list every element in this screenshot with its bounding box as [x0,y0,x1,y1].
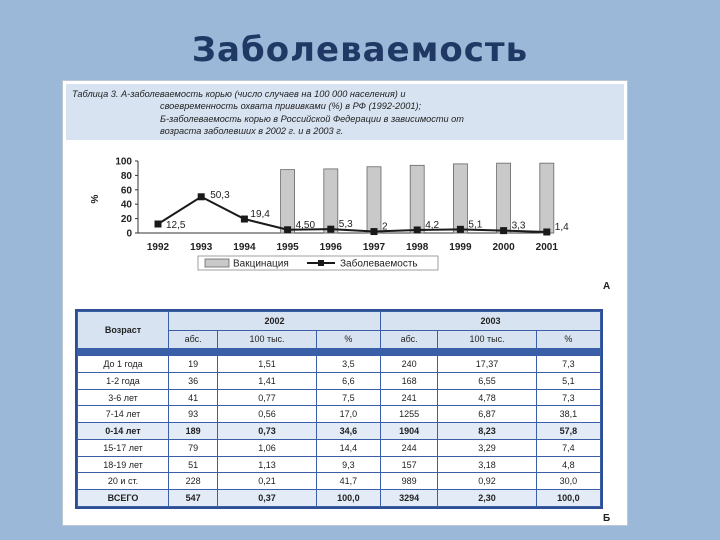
table-row [78,473,601,490]
vaccination-bar [281,170,295,233]
column-header: % [536,330,600,349]
value-cell: 3,5 [316,356,380,373]
x-tick-label: 1998 [406,242,429,253]
value-cell: 189 [169,423,218,440]
value-cell: 228 [169,473,218,490]
x-tick-label: 1994 [233,242,256,253]
value-cell: 2,30 [438,490,536,507]
value-cell: 0,21 [218,473,316,490]
y-tick-label: 100 [115,156,132,168]
age-group-cell: 0-14 лет [78,423,169,440]
incidence-point [284,226,291,233]
value-cell: 4,78 [438,389,536,406]
value-cell: 0,56 [218,406,316,423]
value-cell: 0,92 [438,473,536,490]
value-cell: 157 [380,456,437,473]
value-cell: 241 [380,389,437,406]
value-cell: 51 [169,456,218,473]
value-cell: 6,55 [438,372,536,389]
table-row [78,456,601,473]
caption-line: Б-заболеваемость корью в Российской Федерации в зависимости от [160,113,464,124]
age-group-cell: 15-17 лет [78,439,169,456]
incidence-value-label: 2 [382,221,388,233]
x-tick-label: 1997 [362,242,386,253]
value-cell: 7,4 [536,439,600,456]
legend-line-label: Заболеваемость [340,258,418,270]
column-header: абс. [169,330,218,349]
value-cell: 4,8 [536,456,600,473]
value-cell: 0,73 [218,423,316,440]
value-cell: 5,1 [536,372,600,389]
value-cell: 57,8 [536,423,600,440]
slide-content [62,80,628,526]
value-cell: 547 [169,490,218,507]
vaccination-bar [367,167,381,233]
value-cell: 6,87 [438,406,536,423]
y-axis-label: % [90,194,101,204]
x-tick-label: 2001 [535,242,558,253]
age-group-cell: До 1 года [78,356,169,373]
value-cell: 34,6 [316,423,380,440]
incidence-point [155,221,162,228]
slide-title: Заболеваемость [191,30,529,70]
age-group-cell: 7-14 лет [78,406,169,423]
column-header: 100 тыс. [218,330,316,349]
age-group-cell: 20 и ст. [78,473,169,490]
table-row [78,406,601,423]
age-table-frame [75,309,603,509]
value-cell: 17,0 [316,406,380,423]
vaccination-bar [324,169,338,233]
value-cell: 240 [380,356,437,373]
incidence-point [543,228,550,235]
incidence-value-label: 4,2 [425,219,440,231]
value-cell: 30,0 [536,473,600,490]
incidence-value-label: 1,4 [554,221,569,233]
incidence-point [327,226,334,233]
y-tick-label: 60 [120,185,132,197]
value-cell: 100,0 [316,490,380,507]
y-tick-label: 0 [126,228,132,240]
incidence-value-label: 50,3 [210,189,230,201]
value-cell: 0,37 [218,490,316,507]
year-header: 2003 [380,312,600,331]
incidence-value-label: 5,3 [338,219,353,231]
x-tick-label: 1999 [449,242,472,253]
value-cell: 3,18 [438,456,536,473]
chart-marker: А [603,281,611,292]
age-group-cell: 18-19 лет [78,456,169,473]
value-cell: 38,1 [536,406,600,423]
column-header: 100 тыс. [438,330,536,349]
value-cell: 7,5 [316,389,380,406]
value-cell: 7,3 [536,389,600,406]
vaccination-bar [497,163,511,233]
value-cell: 8,23 [438,423,536,440]
y-tick-label: 80 [120,170,132,182]
value-cell: 1,13 [218,456,316,473]
vaccination-bar [410,165,424,233]
caption-line: возраста заболевших в 2002 г. и в 2003 г. [160,126,344,137]
table-row [78,423,601,440]
legend-bar-label: Вакцинация [233,258,289,270]
value-cell: 6,6 [316,372,380,389]
x-tick-label: 2000 [492,242,515,253]
table-marker: Б [603,513,611,524]
x-tick-label: 1995 [276,242,299,253]
legend-line-marker [318,260,324,266]
table-row [78,389,601,406]
table-row [78,372,601,389]
value-cell: 3294 [380,490,437,507]
age-group-cell: 3-6 лет [78,389,169,406]
age-group-cell: 1-2 года [78,372,169,389]
value-cell: 1255 [380,406,437,423]
table-row [78,356,601,373]
x-tick-label: 1996 [319,242,342,253]
incidence-point [414,226,421,233]
incidence-value-label: 5,1 [468,219,483,231]
value-cell: 79 [169,439,218,456]
value-cell: 17,37 [438,356,536,373]
vaccination-bar [453,164,467,233]
value-cell: 41 [169,389,218,406]
incidence-point [371,228,378,235]
y-tick-label: 20 [120,214,132,226]
incidence-point [500,227,507,234]
value-cell: 41,7 [316,473,380,490]
value-cell: 989 [380,473,437,490]
column-header: абс. [380,330,437,349]
value-cell: 1904 [380,423,437,440]
value-cell: 244 [380,439,437,456]
value-cell: 1,51 [218,356,316,373]
incidence-value-label: 4,50 [295,219,316,231]
legend-bar-swatch [205,259,229,267]
caption-line: своевременность охвата прививками (%) в РФ (1992-2001); [160,101,422,112]
value-cell: 93 [169,406,218,423]
value-cell: 36 [169,372,218,389]
incidence-value-label: 19,4 [250,209,270,221]
caption-line: Таблица 3. А-заболеваемость корью (число случаев на 100 000 населения) и [72,89,406,99]
incidence-point [241,216,248,223]
x-tick-label: 1992 [146,242,170,253]
incidence-value-label: 12,5 [166,220,186,231]
age-group-cell: ВСЕГО [78,490,169,507]
table-caption [66,84,624,140]
incidence-point [198,193,205,200]
value-cell: 19 [169,356,218,373]
value-cell: 14,4 [316,439,380,456]
value-cell: 168 [380,372,437,389]
y-tick-label: 40 [120,199,132,211]
age-table [77,311,601,507]
value-cell: 1,06 [218,439,316,456]
x-tick-label: 1993 [190,242,213,253]
value-cell: 0,77 [218,389,316,406]
incidence-value-label: 3,3 [511,220,526,232]
table-row [78,439,601,456]
measles-chart [63,143,629,283]
row-header: Возраст [78,312,169,349]
incidence-point [457,226,464,233]
value-cell: 3,29 [438,439,536,456]
column-header: % [316,330,380,349]
year-header: 2002 [169,312,381,331]
value-cell: 7,3 [536,356,600,373]
table-row [78,490,601,507]
value-cell: 1,41 [218,372,316,389]
value-cell: 100,0 [536,490,600,507]
vaccination-bar [540,163,554,233]
value-cell: 9,3 [316,456,380,473]
